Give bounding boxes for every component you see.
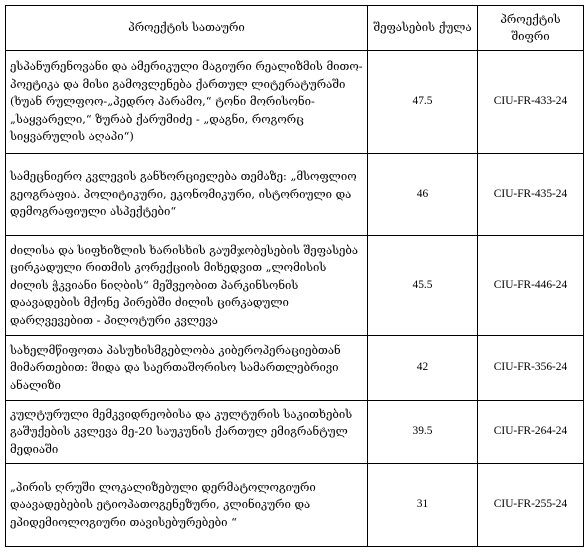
table-row — [6, 336, 584, 401]
project-title-cell: ძილისა და სიფხიზლის ხარისხის გაუმჯობესების შეფასება ცირკადული რითმის კორექციის მიხედვით „ლომისის ძილის ჭკვიანი ნიღბის“ მეშვეობით პარკინსონის დაავადების მქონე პირებში ძილის ცირკადული დარღვევებით - პილოტური კვლევა — [6, 236, 368, 336]
score-cell: 31 — [368, 464, 478, 547]
table-row — [6, 51, 584, 154]
header-score: შეფასების ქულა — [368, 6, 478, 51]
project-code-cell: CIU-FR-264-24 — [478, 401, 584, 464]
project-code-cell: CIU-FR-433-24 — [478, 51, 584, 154]
header-project-code: პროექტის შიფრი — [478, 6, 584, 51]
table-row — [6, 464, 584, 547]
project-title-cell: ესპანურენოვანი და ამერიკული მაგიური რეალიზმის მითო-პოეტიკა და მისი გამოვლენება ქართულ ლიტერატურაში (ხუან რულფოო-„პედრო პარამო,“ ტონი მორისონი- „საყვარელი,“ ზურაბ ქარუმიძე - „დაგნი, როგორც სიყვარულის აღაპი“) — [6, 51, 368, 154]
score-cell: 45.5 — [368, 236, 478, 336]
table-row — [6, 154, 584, 236]
table-header-row — [6, 6, 584, 51]
project-code-cell: CIU-FR-356-24 — [478, 336, 584, 401]
project-code-cell: CIU-FR-435-24 — [478, 154, 584, 236]
score-cell: 42 — [368, 336, 478, 401]
table-row — [6, 401, 584, 464]
header-project-title: პროექტის სათაური — [6, 6, 368, 51]
project-title-cell: კულტურული მემკვიდრეობისა და კულტურის საკითხების გაშუქების კვლევა მე-20 საუკუნის ქართულ ემიგრანტულ მედიაში — [6, 401, 368, 464]
project-title-cell: სამეცნიერო კვლევის განხორციელება თემაზე: „მსოფლიო გეოგრაფია. პოლიტიკური, ეკონომიკური, ისტორიული და დემოგრაფიული ასპექტები“ — [6, 154, 368, 236]
project-title-cell: სახელმწიფოთა პასუხისმგებლობა კიბეროპერაციებთან მიმართებით: შიდა და საერთაშორისო სამართლებრივი ანალიზი — [6, 336, 368, 401]
table-row — [6, 236, 584, 336]
project-code-cell: CIU-FR-255-24 — [478, 464, 584, 547]
project-code-cell: CIU-FR-446-24 — [478, 236, 584, 336]
projects-table — [5, 5, 584, 547]
score-cell: 39.5 — [368, 401, 478, 464]
document-page — [5, 5, 584, 547]
score-cell: 46 — [368, 154, 478, 236]
score-cell: 47.5 — [368, 51, 478, 154]
project-title-cell: „პირის ღრუში ლოკალიზებული დერმატოლოგიური დაავადებების ეტიოპათოგენეზური, კლინიკური და ეპიდემიოლოგიური თავისებურებები “ — [6, 464, 368, 547]
